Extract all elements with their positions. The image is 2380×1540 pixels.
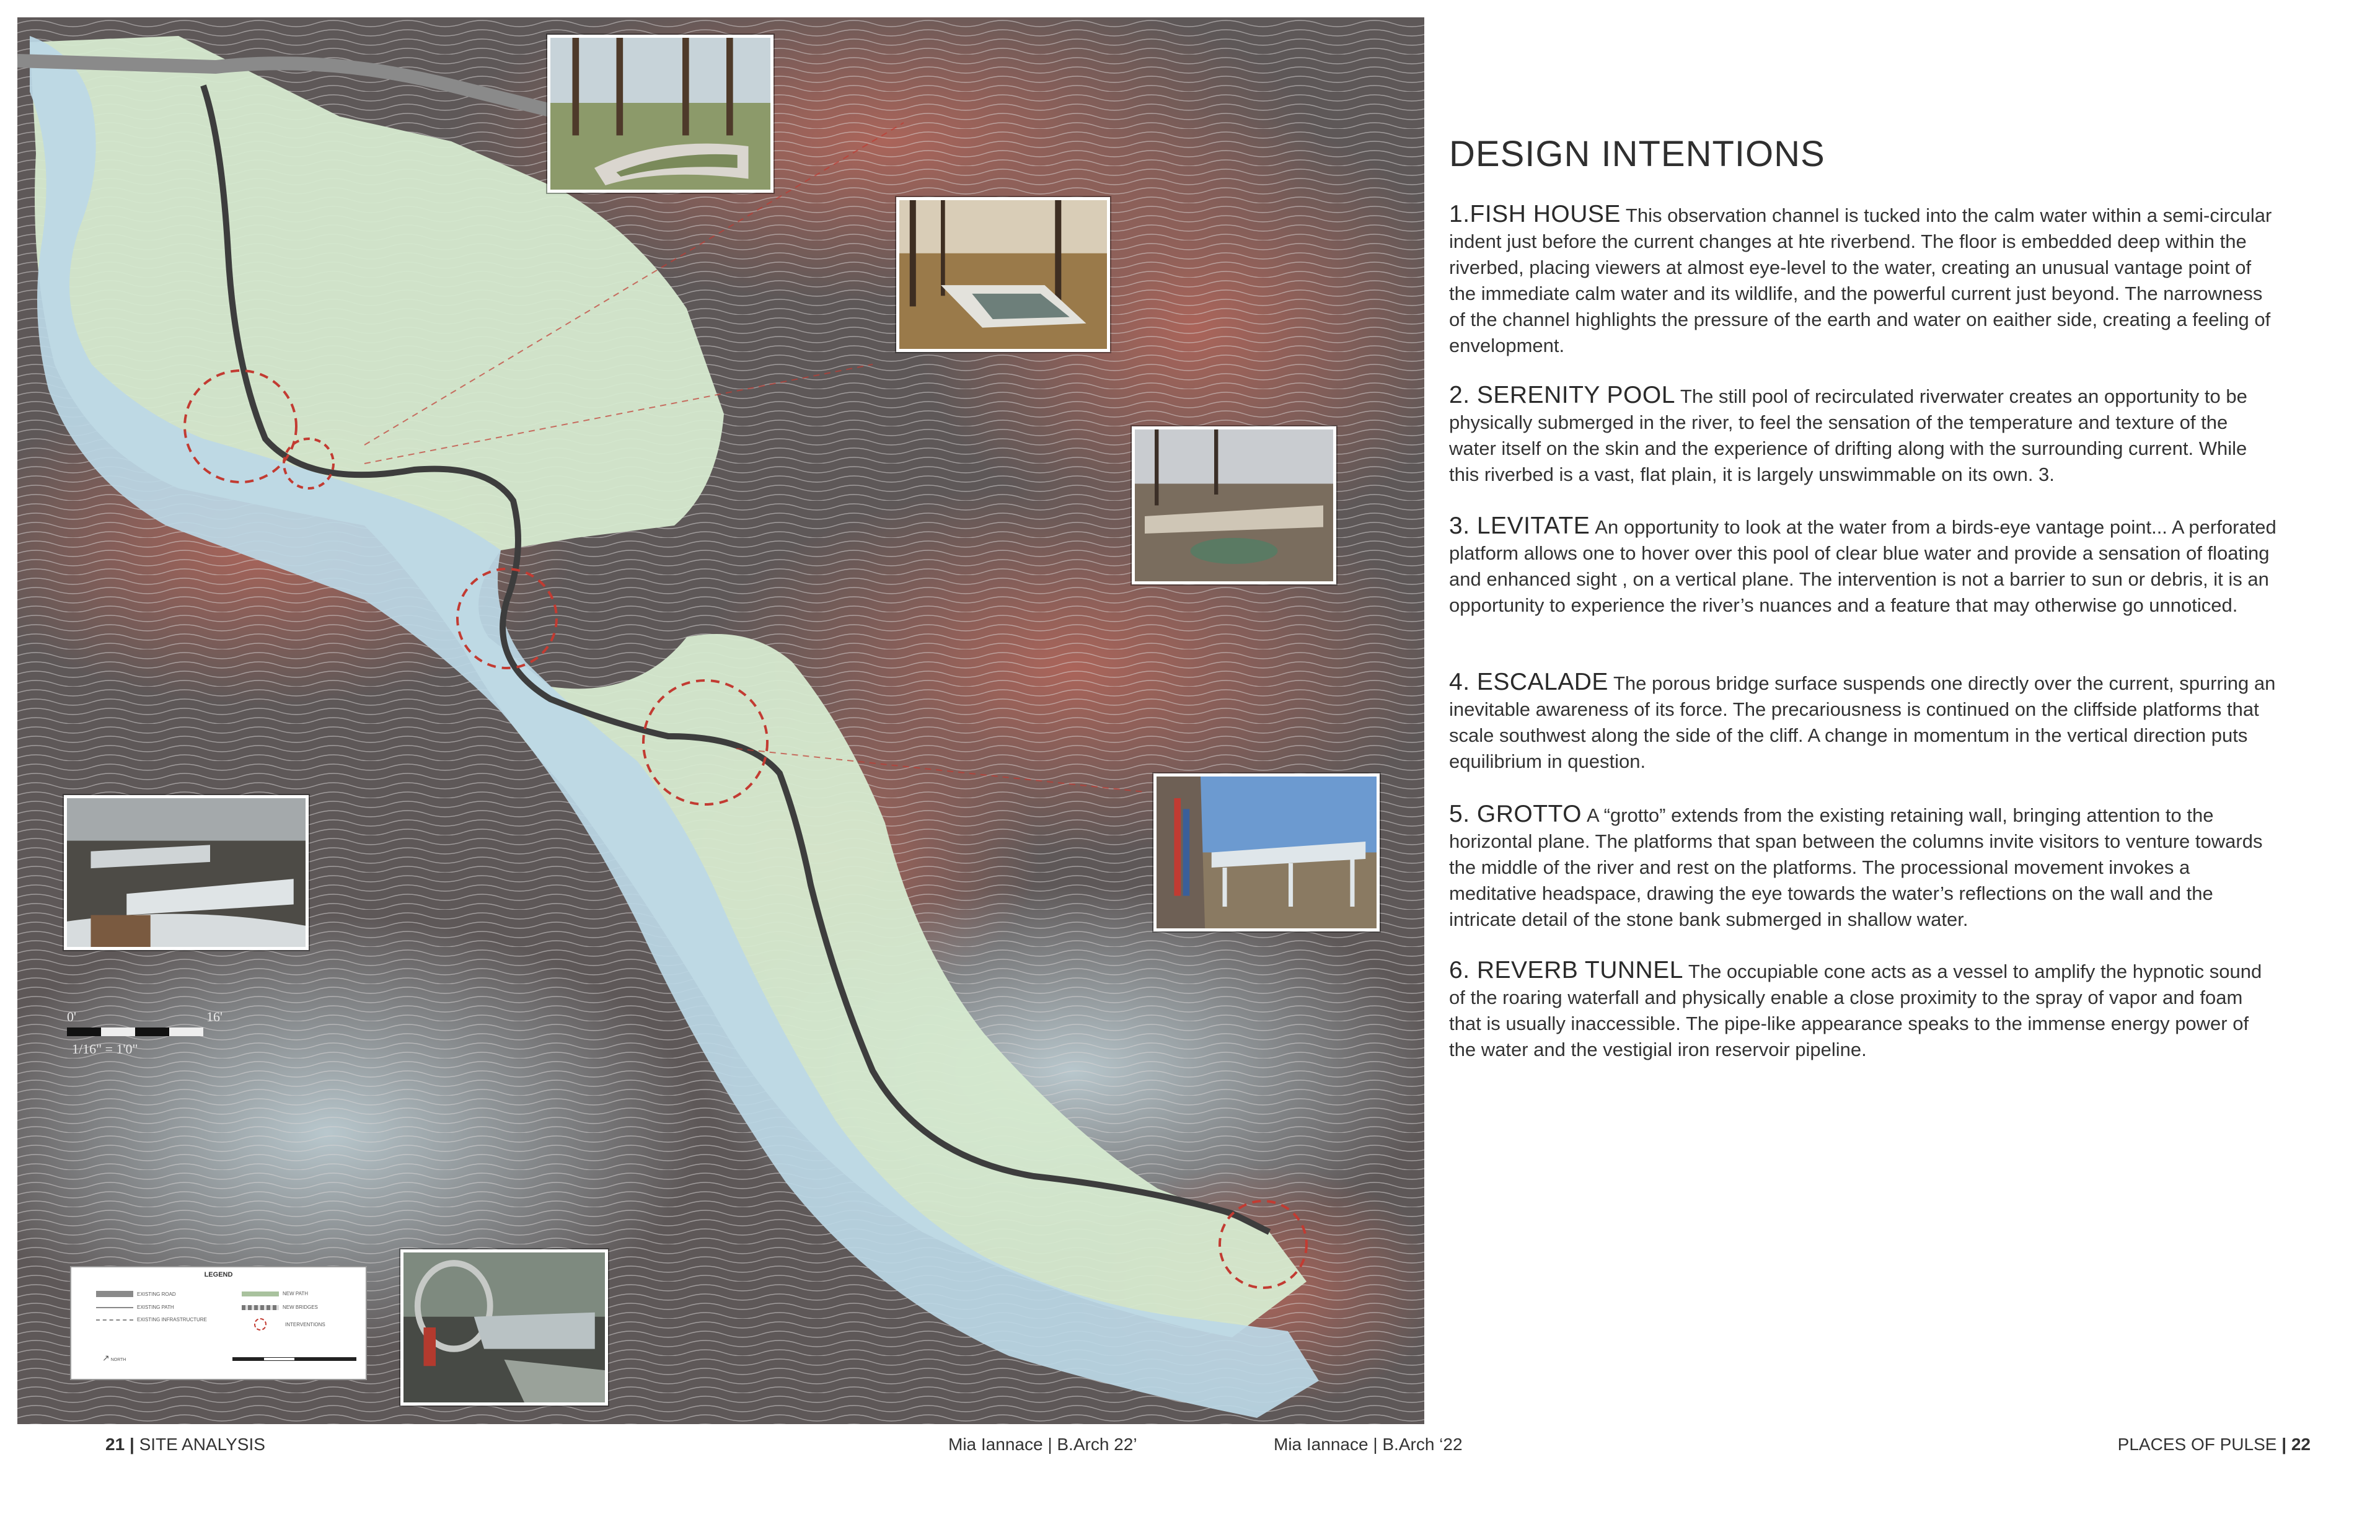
photo-escalade: [1153, 773, 1380, 931]
footer-author-right: Mia Iannace | B.Arch ‘22: [1274, 1435, 1463, 1454]
legend-scale-bar: [232, 1357, 356, 1361]
north-arrow-icon: ↗: [102, 1353, 110, 1363]
photo-serenity-pool: [896, 197, 1110, 352]
intention-escalade: [1449, 669, 2280, 775]
intention-levitate: [1449, 513, 2280, 618]
legend-item-existing-infrastructure: EXISTING INFRASTRUCTURE: [96, 1317, 207, 1322]
photo-reverb-tunnel: [400, 1249, 608, 1406]
site-plan-map: [17, 17, 1424, 1424]
intention-grotto: [1449, 801, 2280, 933]
intention-title: 6. REVERB TUNNEL: [1449, 957, 1683, 983]
scale-max-label: 16': [206, 1009, 223, 1024]
legend-item-interventions: INTERVENTIONS: [242, 1318, 325, 1331]
intention-title: 4. ESCALADE: [1449, 669, 1608, 695]
scale-bar: [55, 1009, 223, 1058]
scale-ratio-label: 1/16" = 1'0": [72, 1041, 138, 1057]
section-name-right: PLACES OF PULSE: [2117, 1435, 2277, 1454]
intention-body: An opportunity to look at the water from a birds-eye vantage point... A perforated platform allows one to hover over this pool of clear blue water and provide a sensation of floating and enhanced sight , on a vertical plane. The intervention is not a barrier to sun or debris, it is an opportunity to experience the river’s nuances and a feature that may otherwise go unnoticed.: [1449, 516, 2276, 616]
page-heading: DESIGN INTENTIONS: [1449, 134, 1825, 174]
intention-title: 3. LEVITATE: [1449, 513, 1590, 539]
page-number-left: 21: [105, 1435, 125, 1454]
intention-body: The occupiable cone acts as a vessel to amplify the hypnotic sound of the roaring waterfall and physically enable a close proximity to the spray of vapor and foam that is usually inaccessible. The pipe-like appearance speaks to the immense energy power of the water and the vestigial iron reservoir pipeline.: [1449, 961, 2262, 1060]
intention-title: 1.FISH HOUSE: [1449, 201, 1621, 227]
legend-item-existing-path: EXISTING PATH: [96, 1305, 174, 1310]
intention-body: The porous bridge surface suspends one directly over the current, spurring an inevitable awareness of its force. The precariousness is continued on the cliffside platforms that scale southwest along the side of the cliff. A change in momentum in the vertical direction puts equilibrium in question.: [1449, 672, 2276, 772]
footer-author-left: Mia Iannace | B.Arch 22’: [948, 1435, 1137, 1454]
intention-reverb-tunnel: [1449, 957, 2280, 1063]
legend-item-new-bridges: NEW BRIDGES: [242, 1305, 318, 1310]
intention-title: 2. SERENITY POOL: [1449, 382, 1675, 408]
scale-zero-label: 0': [67, 1009, 76, 1024]
footer-left: 21 | SITE ANALYSIS: [105, 1435, 265, 1454]
intention-body: This observation channel is tucked into the calm water within a semi-circular indent just before the current changes at hte riverbend. The floor is embedded deep within the riverbed, placing viewers at almost eye-level to the water, creating an unusual vantage point of the immediate calm water and its wildlife, and the powerful current just beyond. The narrowness of the channel highlights the pressure of the earth and water on eaither side, creating a feeling of envelopment.: [1449, 205, 2272, 356]
photo-grotto: [64, 795, 309, 950]
legend-title: LEGEND: [204, 1271, 233, 1278]
legend-item-new-path: NEW PATH: [242, 1291, 308, 1296]
intention-body: The still pool of recirculated riverwater creates an opportunity to be physically submerged in the river, to feel the sensation of the temperature and texture of the water itself on the skin and the experience of drifting along with the surrounding current. While this riverbed is a vast, flat plain, it is largely unswimmable on its own. 3.: [1449, 385, 2247, 485]
footer-right: PLACES OF PULSE | 22: [2117, 1435, 2311, 1454]
photo-levitate: [1132, 426, 1336, 584]
map-legend: [70, 1266, 367, 1380]
photo-fish-house: [547, 35, 774, 193]
intention-serenity-pool: [1449, 382, 2280, 488]
legend-item-existing-road: EXISTING ROAD: [96, 1291, 176, 1297]
scale-bar-graphic: [67, 1027, 203, 1036]
north-arrow: [102, 1353, 126, 1363]
intention-fish-house: [1449, 201, 2280, 359]
section-name-left: SITE ANALYSIS: [139, 1435, 265, 1454]
intention-body: A “grotto” extends from the existing retaining wall, bringing attention to the horizontal plane. The platforms that span between the columns invite visitors to venture towards the middle of the river and rest on the platforms. The processional movement invokes a meditative headspace, drawing the eye towards the water’s reflections on the wall and the intricate detail of the stone bank submerged in shallow water.: [1449, 804, 2263, 930]
page-number-right: 22: [2291, 1435, 2311, 1454]
north-label: NORTH: [110, 1358, 126, 1362]
site-plan-drawing: [17, 17, 1424, 1424]
intention-title: 5. GROTTO: [1449, 801, 1582, 827]
